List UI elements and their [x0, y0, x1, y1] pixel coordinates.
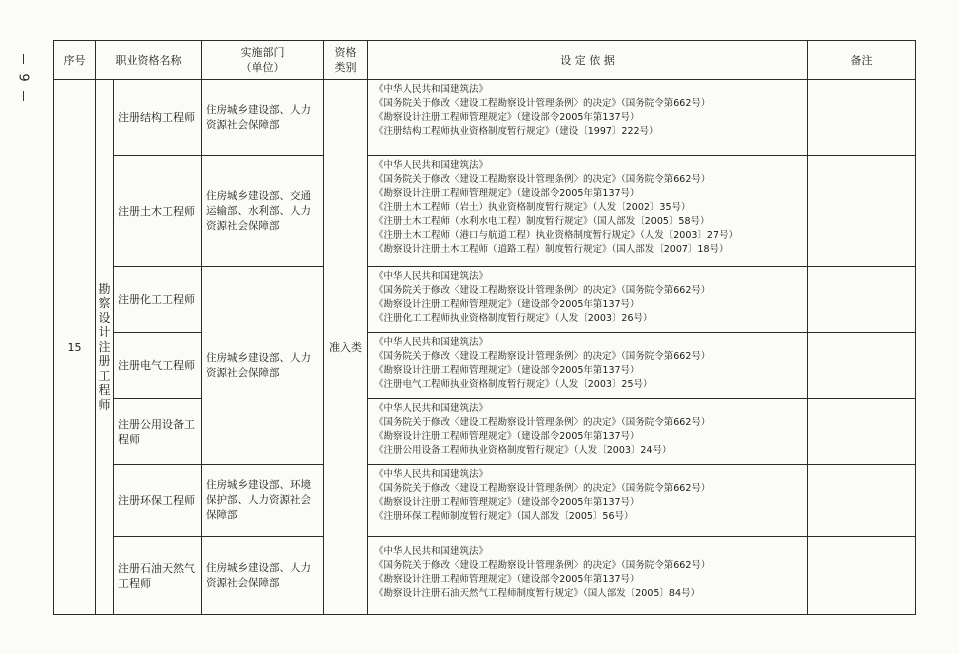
basis-line: 《中华人民共和国建筑法》 [374, 271, 489, 282]
department: 住房城乡建设部、人力资源社会保障部 [202, 537, 324, 615]
qualification-name: 注册结构工程师 [114, 80, 202, 156]
header-no: 序号 [54, 41, 96, 80]
remark-cell [808, 156, 916, 267]
basis-line: 《注册电气工程师执业资格制度暂行规定》（人发〔2003〕25号） [374, 379, 653, 390]
basis-cell [368, 80, 808, 156]
page-number-text: 9 [15, 73, 31, 82]
table-row [54, 156, 916, 267]
basis-line: 《勘察设计注册工程师管理规定》（建设部令2005年第137号） [374, 365, 640, 376]
basis-line: 《国务院关于修改〈建设工程勘察设计管理条例〉的决定》（国务院令第662号） [374, 417, 711, 428]
basis-line: 《勘察设计注册工程师管理规定》（建设部令2005年第137号） [374, 574, 640, 585]
qualification-name: 注册公用设备工程师 [114, 399, 202, 465]
basis-line: 《勘察设计注册工程师管理规定》（建设部令2005年第137号） [374, 497, 640, 508]
basis-line: 《勘察设计注册工程师管理规定》（建设部令2005年第137号） [374, 112, 640, 123]
basis-cell [368, 465, 808, 537]
header-row [54, 41, 916, 80]
remark-cell [808, 267, 916, 333]
remark-cell [808, 399, 916, 465]
row-number: 15 [54, 80, 96, 615]
department: 住房城乡建设部、交通运输部、水利部、人力资源社会保障部 [202, 156, 324, 267]
basis-cell [368, 267, 808, 333]
remark-cell [808, 80, 916, 156]
group-name-cell [96, 80, 114, 615]
department: 住房城乡建设部、人力资源社会保障部 [202, 267, 324, 465]
basis-line: 《国务院关于修改〈建设工程勘察设计管理条例〉的决定》（国务院令第662号） [374, 560, 711, 571]
remark-cell [808, 333, 916, 399]
category: 准入类 [324, 80, 368, 615]
basis-line: 《勘察设计注册土木工程师（道路工程）制度暂行规定》（国人部发〔2007〕18号） [374, 244, 729, 255]
basis-line: 《中华人民共和国建筑法》 [374, 403, 489, 414]
basis-line: 《国务院关于修改〈建设工程勘察设计管理条例〉的决定》（国务院令第662号） [374, 351, 711, 362]
basis-line: 《中华人民共和国建筑法》 [374, 160, 489, 171]
table-row [54, 399, 916, 465]
page-number [15, 52, 31, 103]
basis-line: 《注册结构工程师执业资格制度暂行规定》（建设〔1997〕222号） [374, 126, 659, 137]
basis-line: 《勘察设计注册工程师管理规定》（建设部令2005年第137号） [374, 188, 640, 199]
table-row [54, 465, 916, 537]
basis-cell [368, 399, 808, 465]
basis-line: 《注册化工工程师执业资格制度暂行规定》（人发〔2003〕26号） [374, 313, 653, 324]
header-dept: 实施部门 （单位） [202, 41, 324, 80]
qualification-name: 注册环保工程师 [114, 465, 202, 537]
basis-line: 《中华人民共和国建筑法》 [374, 84, 489, 95]
table-row [54, 537, 916, 615]
basis-cell [368, 333, 808, 399]
basis-line: 《勘察设计注册工程师管理规定》（建设部令2005年第137号） [374, 431, 640, 442]
basis-line: 《中华人民共和国建筑法》 [374, 337, 489, 348]
basis-line: 《注册土木工程师（岩土）执业资格制度暂行规定》（人发〔2002〕35号） [374, 202, 691, 213]
basis-line: 《国务院关于修改〈建设工程勘察设计管理条例〉的决定》（国务院令第662号） [374, 98, 711, 109]
basis-cell [368, 537, 808, 615]
header-category: 资格 类别 [324, 41, 368, 80]
basis-line: 《国务院关于修改〈建设工程勘察设计管理条例〉的决定》（国务院令第662号） [374, 174, 711, 185]
qualification-table [53, 40, 916, 615]
header-remark: 备注 [808, 41, 916, 80]
header-basis: 设 定 依 据 [368, 41, 808, 80]
basis-line: 《勘察设计注册石油天然气工程师制度暂行规定》（国人部发〔2005〕84号） [374, 588, 701, 599]
basis-line: 《中华人民共和国建筑法》 [374, 469, 489, 480]
header-name: 职业资格名称 [96, 41, 202, 80]
group-name: 勘察设计注册工程师 [98, 281, 111, 412]
qualification-name: 注册石油天然气工程师 [114, 537, 202, 615]
qualification-name: 注册土木工程师 [114, 156, 202, 267]
basis-line: 《注册公用设备工程师执业资格制度暂行规定》（人发〔2003〕24号） [374, 445, 672, 456]
remark-cell [808, 537, 916, 615]
table-row [54, 267, 916, 333]
table-row [54, 333, 916, 399]
remark-cell [808, 465, 916, 537]
basis-line: 《国务院关于修改〈建设工程勘察设计管理条例〉的决定》（国务院令第662号） [374, 483, 711, 494]
basis-line: 《注册土木工程师（水利水电工程）制度暂行规定》（国人部发〔2005〕58号） [374, 216, 710, 227]
basis-cell [368, 156, 808, 267]
qualification-name: 注册电气工程师 [114, 333, 202, 399]
basis-line: 《中华人民共和国建筑法》 [374, 546, 489, 557]
basis-line: 《注册土木工程师（港口与航道工程）执业资格制度暂行规定》（人发〔2003〕27号） [374, 230, 739, 241]
basis-line: 《国务院关于修改〈建设工程勘察设计管理条例〉的决定》（国务院令第662号） [374, 285, 711, 296]
qualification-name: 注册化工工程师 [114, 267, 202, 333]
department: 住房城乡建设部、环境保护部、人力资源社会保障部 [202, 465, 324, 537]
basis-line: 《勘察设计注册工程师管理规定》（建设部令2005年第137号） [374, 299, 640, 310]
department: 住房城乡建设部、人力资源社会保障部 [202, 80, 324, 156]
basis-line: 《注册环保工程师制度暂行规定》（国人部发〔2005〕56号） [374, 511, 634, 522]
table-row [54, 80, 916, 156]
